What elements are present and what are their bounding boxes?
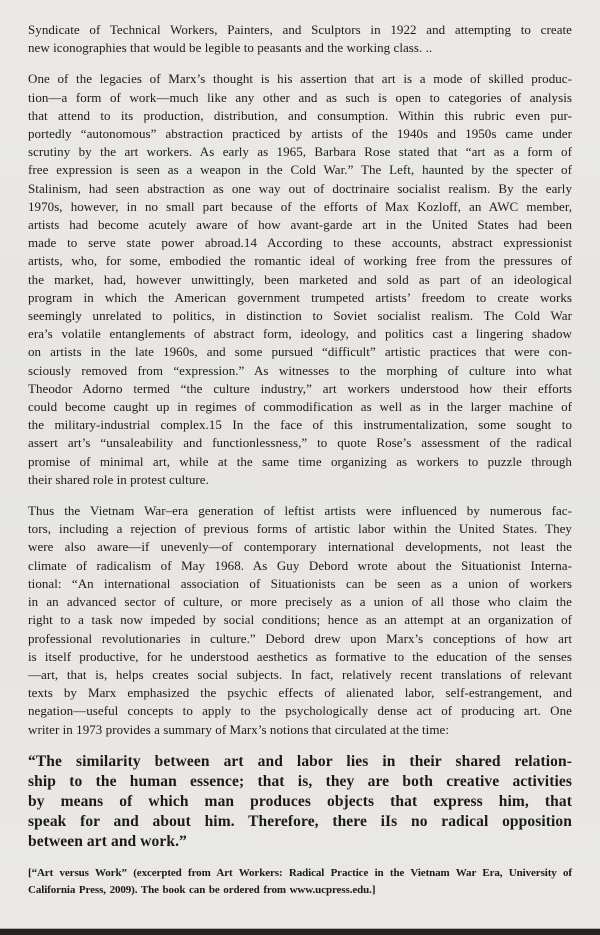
text-line: ship to the human essence; that is, they are both creative activities	[28, 772, 572, 790]
citation-note: [“Art versus Work” (excerpted from Art Workers: Radical Practice in the Vietnam War Era, University of California Press, 2009). The book can be ordered from www.ucpress.edu.]	[28, 866, 572, 896]
text-line: artists, who, for some, embodied the romantic ideal of working free from the pressures of	[28, 253, 572, 269]
text-line: climate of radicalism of May 1968. As Guy Debord wrote about the Situationist Interna-	[28, 557, 572, 573]
text-line: 1970s, however, in no small part because of the efforts of Max Kozloff, an AWC member,	[28, 198, 572, 214]
text-line: by means of which man produces objects that express him, that	[28, 792, 572, 810]
text-line: “The similarity between art and labor lies in their shared relation-	[28, 752, 572, 770]
text-line: writer in 1973 provides a summary of Marx’s notions that circulated at the time:	[28, 721, 449, 737]
text-line: the market, had, however unwittingly, been marketed and sold as part of an ideological	[28, 271, 572, 287]
text-line: tors, including a rejection of previous forms of artistic labor within the United States. They	[28, 521, 572, 537]
text-line: —art, that is, helps creates social subjects. In fact, relatively recent translations of relevant	[28, 666, 572, 682]
text-line: tional: “An international association of Situationists can be seen as a union of workers	[28, 575, 572, 591]
text-line: is itself productive, for he understood aesthetics as formative to the education of the senses	[28, 648, 572, 664]
text-line: professional revolutionaries in culture.” Debord drew upon Marx’s conceptions of how art	[28, 630, 572, 646]
text-line: could become caught up in regimes of commodification as well as in the larger machine of	[28, 399, 572, 415]
text-line: portedly “autonomous” abstraction practiced by artists of the 1940s and 1950s came under	[28, 126, 572, 142]
text-line: era’s volatile entanglements of abstract form, ideology, and politics cast a lingering shadow	[28, 326, 572, 342]
text-line: scrutiny by the art workers. As early as 1965, Barbara Rose stated that “art as a form of	[28, 144, 572, 160]
text-line: One of the legacies of Marx’s thought is his assertion that art is a mode of skilled produc-	[28, 71, 572, 87]
text-line: Theodor Adorno termed “the culture industry,” art workers understood how their efforts	[28, 380, 572, 396]
scan-bottom-edge	[0, 929, 600, 935]
text-line: their shared role in protest culture.	[28, 471, 209, 487]
text-line: in an advanced sector of culture, or more precisely as a union of all those who claim the	[28, 594, 572, 610]
paragraph-vietnam-era	[28, 502, 572, 739]
text-line: between art and work.”	[28, 832, 187, 850]
text-line: the military-industrial complex.15 In the face of this instrumentalization, some sought to	[28, 417, 572, 433]
text-line: free expression is seen as a weapon in the Cold War.” The Left, haunted by the specter of	[28, 162, 572, 178]
text-line: sciously removed from “expression.” As witnesses to the morphing of culture into what	[28, 362, 572, 378]
text-line: tion—a form of work—much like any other and as such is open to categories of analysis	[28, 89, 572, 105]
text-line: were also aware—if unevenly—of contemporary international developments, not least the	[28, 539, 572, 555]
text-line: seemingly unrelated to politics, in distinction to Soviet socialist realism. The Cold War	[28, 308, 572, 324]
block-quote-marx-summary	[28, 752, 572, 852]
text-line: Thus the Vietnam War–era generation of leftist artists were influenced by numerous fac-	[28, 503, 572, 519]
text-line: that attend to its production, distribution, and consumption. Within this rubric even pur-	[28, 107, 572, 123]
text-line: Stalinism, had seen abstraction as one way out of doctrinaire socialist realism. By the early	[28, 180, 572, 196]
text-line: assert art’s “unsaleability and functionlessness,” to quote Rose’s assessment of the radical	[28, 435, 572, 451]
text-line: texts by Marx emphasized the psychic effects of alienated labor, self-estrangement, and	[28, 685, 572, 701]
paragraph-syndicate-fragment	[28, 21, 572, 57]
paragraph-marx-legacy	[28, 70, 572, 489]
text-line: Syndicate of Technical Workers, Painters, and Sculptors in 1922 and attempting to create	[28, 22, 572, 37]
text-line: new iconographies that would be legible to peasants and the working class. ..	[28, 40, 433, 56]
text-line: speak for and about him. Therefore, there iIs no radical opposition	[28, 812, 572, 830]
text-line: on artists in the late 1960s, and some pursued “difficult” artistic practices that were con-	[28, 344, 572, 360]
text-line: program in which the American government trumpeted artists’ freedom to create works	[28, 289, 572, 305]
text-line: made to serve state power abroad.14 According to these accounts, abstract expressionist	[28, 235, 572, 251]
text-line: artists had become acutely aware of how avant-garde art in the United States had been	[28, 217, 572, 233]
text-line: promise of minimal art, while at the same time organizing as workers to puzzle through	[28, 453, 572, 469]
text-line: right to a task now impeded by social conditions; hence as an attempt at an organization of	[28, 612, 572, 628]
text-line: negation—useful concepts to apply to the psychologically dense act of producing art. One	[28, 703, 572, 719]
